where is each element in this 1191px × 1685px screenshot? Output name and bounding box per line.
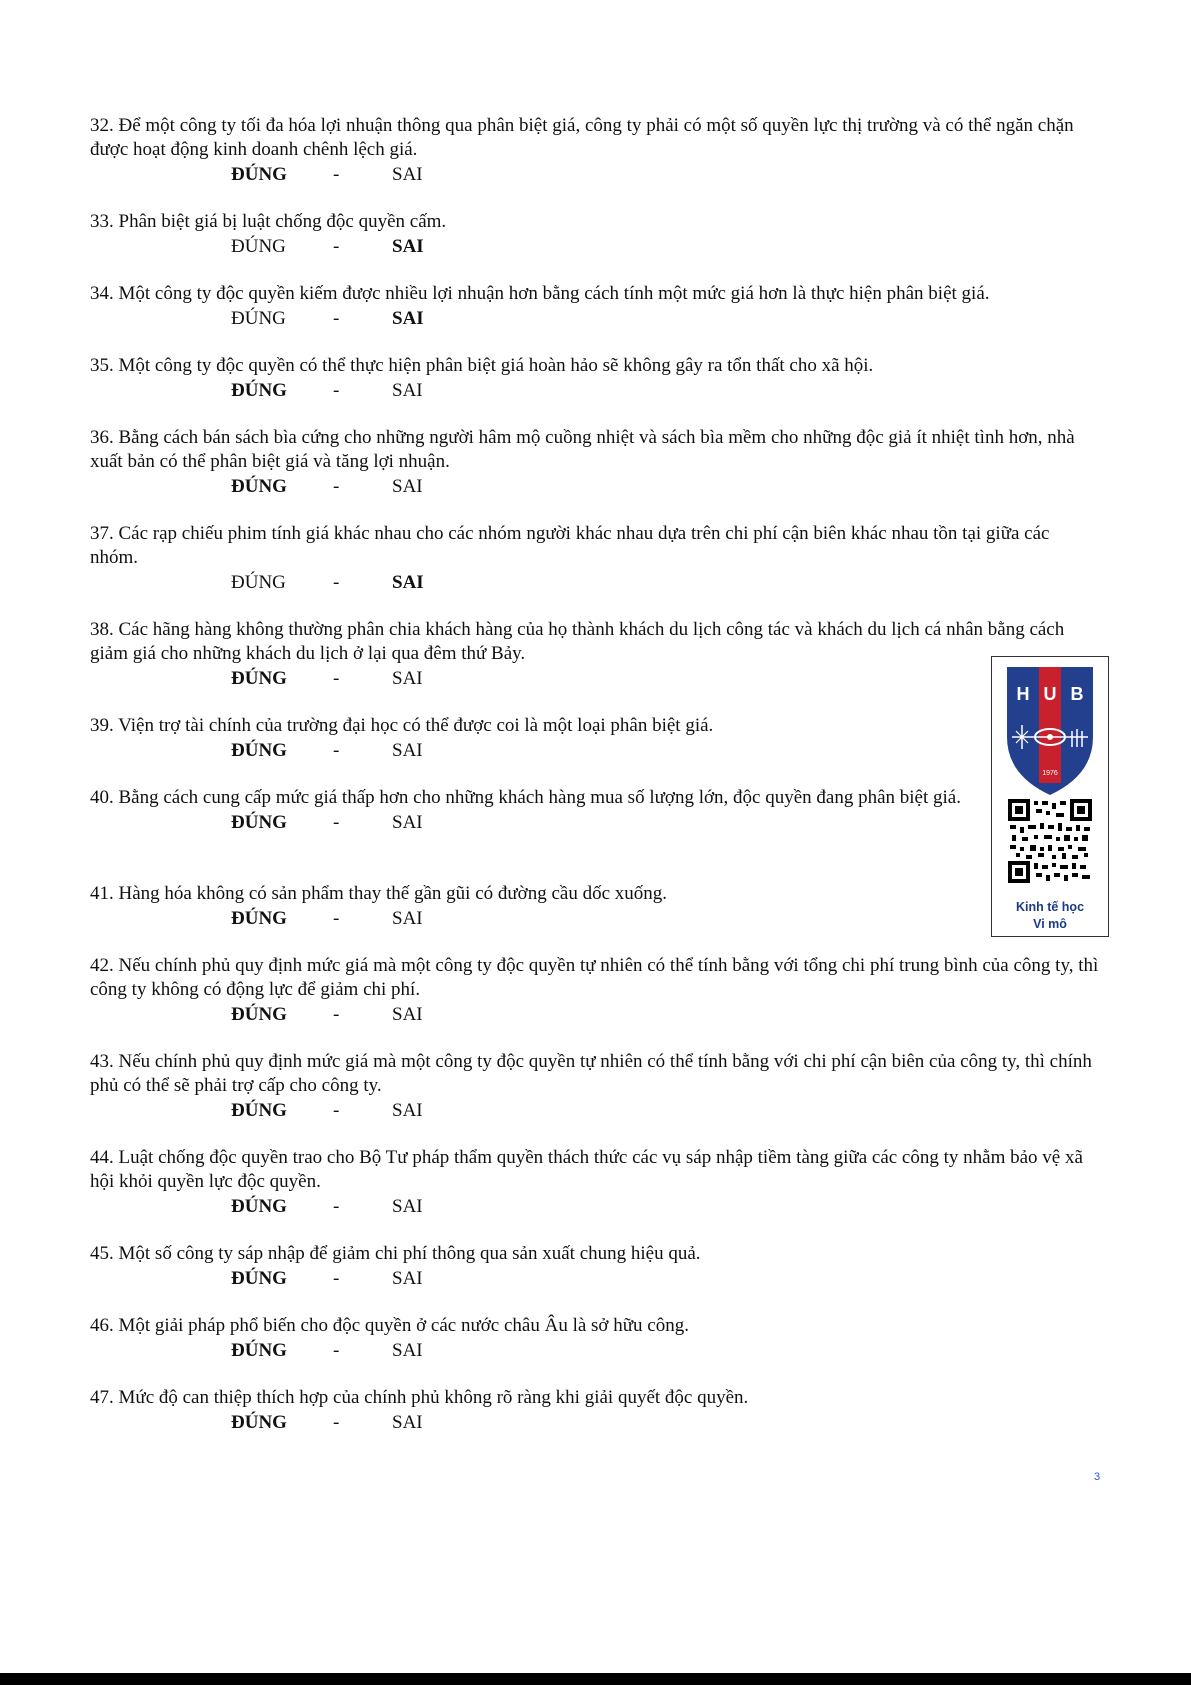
answer-options — [90, 474, 1100, 500]
answer-true: ĐÚNG — [231, 812, 287, 833]
answer-false: SAI — [392, 476, 423, 497]
answer-true: ĐÚNG — [231, 1100, 287, 1121]
shield-letter-b: B — [1070, 684, 1084, 704]
question-32 — [90, 114, 1100, 188]
answer-options — [90, 1266, 1100, 1292]
question-text: 41. Hàng hóa không có sản phẩm thay thế gần gũi có đường cầu dốc xuống. — [90, 883, 668, 904]
question-text: 35. Một công ty độc quyền có thể thực hiện phân biệt giá hoàn hảo sẽ không gây ra tổn thất cho xã hội. — [90, 355, 874, 376]
answer-options — [90, 162, 1100, 188]
answer-separator: - — [333, 668, 340, 689]
answer-false: SAI — [392, 164, 423, 185]
question-text: 37. Các rạp chiếu phim tính giá khác nhau cho các nhóm người khác nhau dựa trên chi phí cận biên khác nhau tồn tại giữa các nhóm. — [90, 523, 1050, 568]
answer-separator: - — [333, 908, 340, 929]
answer-options — [90, 906, 980, 932]
hub-logo-box — [991, 656, 1109, 937]
answer-options — [90, 234, 1100, 260]
answer-separator: - — [333, 308, 340, 329]
question-text: 34. Một công ty độc quyền kiếm được nhiều lợi nhuận hơn bằng cách tính một mức giá hơn là thực hiện phân biệt giá. — [90, 283, 990, 304]
answer-false: SAI — [392, 1100, 423, 1121]
answer-options — [90, 738, 1100, 764]
question-text: 40. Bằng cách cung cấp mức giá thấp hơn cho những khách hàng mua số lượng lớn, độc quyền đang phân biệt giá. — [90, 787, 961, 808]
question-text: 33. Phân biệt giá bị luật chống độc quyền cấm. — [90, 211, 447, 232]
answer-true: ĐÚNG — [231, 1412, 287, 1433]
answer-true: ĐÚNG — [231, 1196, 287, 1217]
answer-false: SAI — [392, 668, 423, 689]
answer-separator: - — [333, 476, 340, 497]
answer-false: SAI — [392, 1004, 423, 1025]
answer-separator: - — [333, 1004, 340, 1025]
answer-false: SAI — [392, 572, 424, 593]
page-number: 3 — [1094, 1471, 1101, 1483]
question-43 — [90, 1050, 1100, 1124]
shield-year: 1976 — [1042, 770, 1058, 777]
answer-true: ĐÚNG — [231, 908, 287, 929]
answer-options — [90, 1338, 1100, 1364]
question-text: 43. Nếu chính phủ quy định mức giá mà một công ty độc quyền tự nhiên có thể tính bằng với chi phí cận biên của công ty, thì chính phủ có thể sẽ phải trợ cấp cho công ty. — [90, 1051, 1092, 1096]
answer-false: SAI — [392, 308, 424, 329]
answer-true: ĐÚNG — [231, 1340, 287, 1361]
question-40 — [90, 786, 980, 836]
question-33 — [90, 210, 1100, 260]
answer-options — [90, 1098, 1100, 1124]
answer-true: ĐÚNG — [231, 668, 287, 689]
answer-true: ĐÚNG — [231, 236, 286, 257]
shield-letter-h: H — [1016, 684, 1030, 704]
answer-separator: - — [333, 1196, 340, 1217]
answer-false: SAI — [392, 740, 423, 761]
question-text: 32. Để một công ty tối đa hóa lợi nhuận thông qua phân biệt giá, công ty phải có một số quyền lực thị trường và có thể ngăn chặn được hoạt động kinh doanh chênh lệch giá. — [90, 115, 1074, 160]
question-text: 47. Mức độ can thiệp thích hợp của chính phủ không rõ ràng khi giải quyết độc quyền. — [90, 1387, 749, 1408]
answer-separator: - — [333, 572, 340, 593]
answer-true: ĐÚNG — [231, 164, 287, 185]
answer-options — [90, 570, 1100, 596]
answer-false: SAI — [392, 1268, 423, 1289]
answer-false: SAI — [392, 1340, 423, 1361]
answer-true: ĐÚNG — [231, 740, 287, 761]
question-text: 46. Một giải pháp phổ biến cho độc quyền ở các nước châu Âu là sở hữu công. — [90, 1315, 689, 1336]
answer-separator: - — [333, 1340, 340, 1361]
answer-true: ĐÚNG — [231, 308, 286, 329]
question-39 — [90, 714, 1100, 764]
answer-true: ĐÚNG — [231, 572, 286, 593]
question-46 — [90, 1314, 1100, 1364]
answer-options — [90, 1002, 1100, 1028]
question-text: 38. Các hãng hàng không thường phân chia khách hàng của họ thành khách du lịch công tác và khách du lịch cá nhân bằng cách giảm giá cho những khách du lịch ở lại qua đêm thứ Bảy. — [90, 619, 1065, 664]
question-47 — [90, 1386, 1100, 1436]
shield-letter-u: U — [1043, 684, 1057, 704]
logo-caption-line2: Vi mô — [1033, 917, 1067, 931]
answer-false: SAI — [392, 812, 423, 833]
answer-options — [90, 666, 1100, 692]
answer-separator: - — [333, 236, 340, 257]
answer-true: ĐÚNG — [231, 380, 287, 401]
question-38 — [90, 618, 1100, 692]
question-34 — [90, 282, 1100, 332]
answer-false: SAI — [392, 908, 423, 929]
question-45 — [90, 1242, 1100, 1292]
question-44 — [90, 1146, 1100, 1220]
answer-separator: - — [333, 380, 340, 401]
answer-options — [90, 1410, 1100, 1436]
question-text: 39. Viện trợ tài chính của trường đại học có thể được coi là một loại phân biệt giá. — [90, 715, 714, 736]
question-42 — [90, 954, 1100, 1028]
question-35 — [90, 354, 1100, 404]
answer-true: ĐÚNG — [231, 1004, 287, 1025]
answer-options — [90, 1194, 1100, 1220]
answer-false: SAI — [392, 1196, 423, 1217]
answer-true: ĐÚNG — [231, 1268, 287, 1289]
hub-shield-logo — [992, 657, 1107, 935]
answer-separator: - — [333, 1412, 340, 1433]
logo-caption-line1: Kinh tế học — [1015, 900, 1085, 914]
answer-false: SAI — [392, 1412, 423, 1433]
question-41 — [90, 882, 980, 932]
answer-separator: - — [333, 812, 340, 833]
question-text: 44. Luật chống độc quyền trao cho Bộ Tư pháp thẩm quyền thách thức các vụ sáp nhập tiềm tàng giữa các công ty nhằm bảo vệ xã hội khỏi quyền lực độc quyền. — [90, 1147, 1083, 1192]
answer-separator: - — [333, 164, 340, 185]
answer-options — [90, 378, 1100, 404]
answer-options — [90, 810, 980, 836]
qr-code — [1008, 799, 1092, 883]
answer-separator: - — [333, 1100, 340, 1121]
answer-false: SAI — [392, 380, 423, 401]
question-text: 36. Bằng cách bán sách bìa cứng cho những người hâm mộ cuồng nhiệt và sách bìa mềm cho những độc giả ít nhiệt tình hơn, nhà xuất bản có thể phân biệt giá và tăng lợi nhuận. — [90, 427, 1075, 472]
answer-separator: - — [333, 740, 340, 761]
question-37 — [90, 522, 1100, 596]
question-text: 42. Nếu chính phủ quy định mức giá mà một công ty độc quyền tự nhiên có thể tính bằng với tổng chi phí trung bình của công ty, thì công ty không có động lực để giảm chi phí. — [90, 955, 1099, 1000]
question-36 — [90, 426, 1100, 500]
answer-false: SAI — [392, 236, 424, 257]
answer-true: ĐÚNG — [231, 476, 287, 497]
answer-separator: - — [333, 1268, 340, 1289]
bottom-edge-bar — [0, 1673, 1191, 1685]
question-text: 45. Một số công ty sáp nhập để giảm chi phí thông qua sản xuất chung hiệu quả. — [90, 1243, 701, 1264]
answer-options — [90, 306, 1100, 332]
